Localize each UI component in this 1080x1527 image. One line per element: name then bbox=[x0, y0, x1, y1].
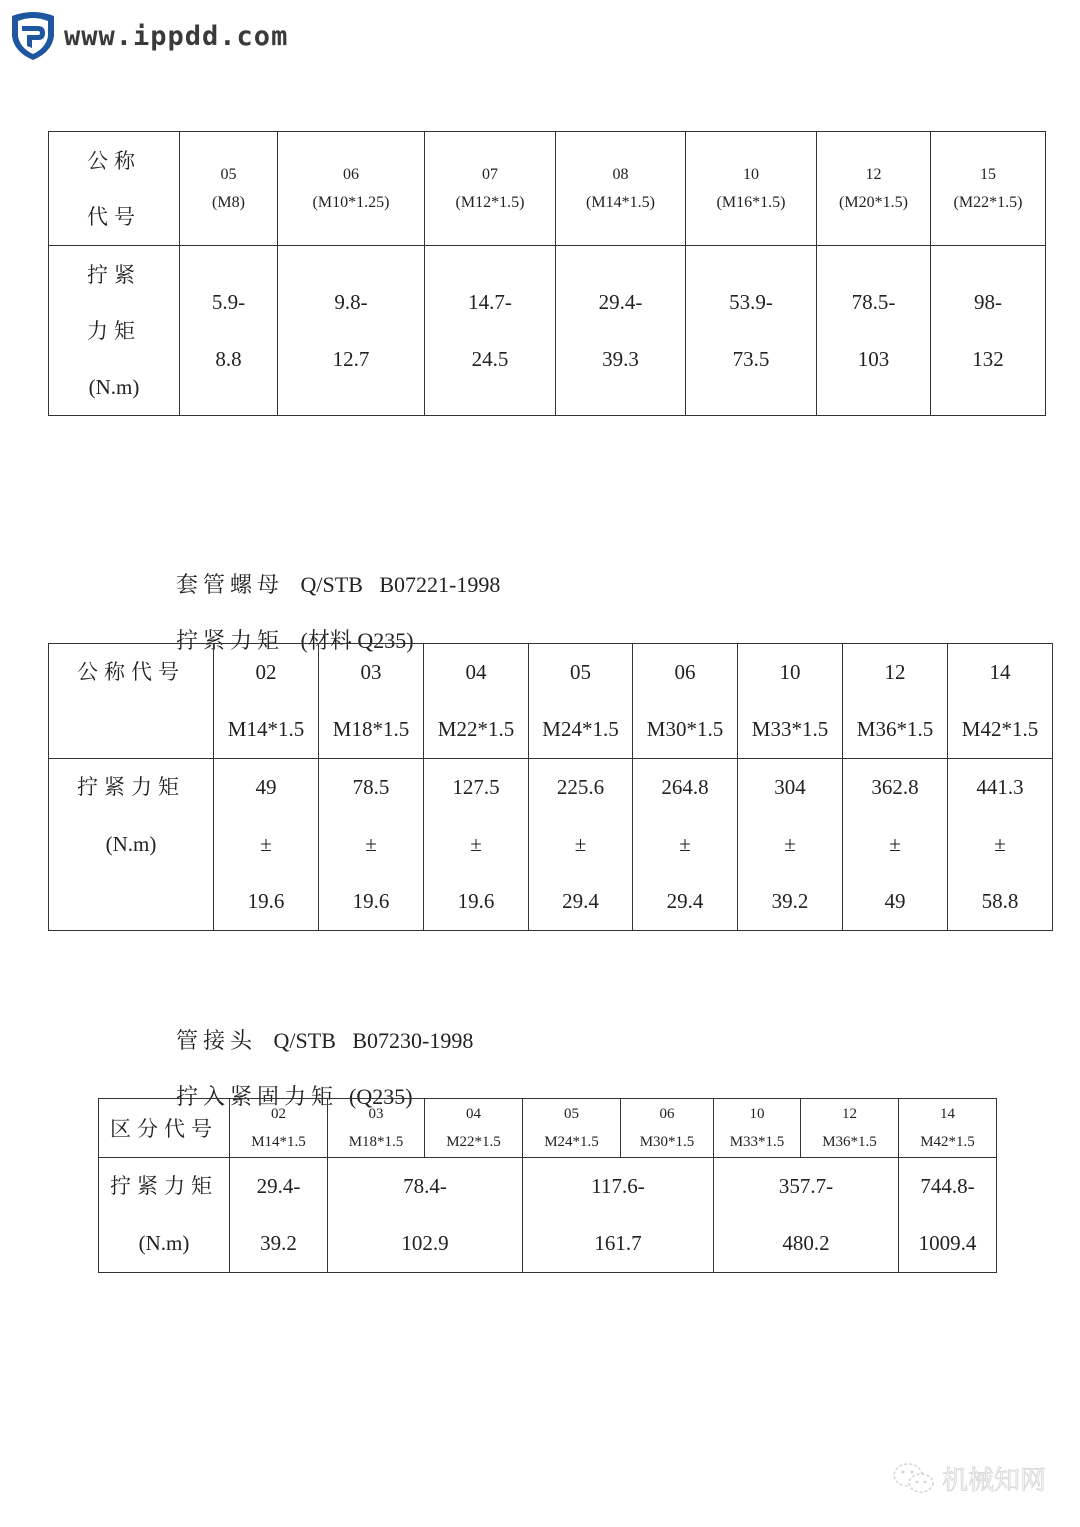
code-cell: 14 M42*1.5 bbox=[899, 1099, 997, 1158]
section3-title: 管接头 Q/STB B07230-1998 bbox=[176, 1028, 474, 1053]
header-text: 代号 bbox=[87, 204, 141, 229]
code-cell: 12 M36*1.5 bbox=[843, 644, 948, 759]
code-cell: 03 M18*1.5 bbox=[328, 1099, 425, 1158]
row-header-torque: 拧紧 力矩 (N.m) bbox=[49, 246, 180, 416]
shield-p-logo-icon bbox=[8, 10, 58, 62]
code-cell: 12 (M20*1.5) bbox=[817, 132, 931, 246]
torque-cell: 78.5- 103 bbox=[817, 246, 931, 416]
torque-cell: 264.8 ± 29.4 bbox=[633, 759, 738, 931]
code-cell: 05 (M8) bbox=[180, 132, 278, 246]
torque-cell: 127.5 ± 19.6 bbox=[424, 759, 529, 931]
site-url: www.ippdd.com bbox=[64, 20, 289, 52]
watermark bbox=[892, 1460, 1046, 1497]
section3-subtitle: 拧入紧固力矩 (Q235) bbox=[176, 1084, 413, 1109]
code-cell: 10 M33*1.5 bbox=[714, 1099, 801, 1158]
torque-cell: 98- 132 bbox=[931, 246, 1046, 416]
code-cell: 03 M18*1.5 bbox=[319, 644, 424, 759]
torque-cell: 78.4- 102.9 bbox=[328, 1158, 523, 1273]
header-text: 公称 bbox=[87, 148, 141, 173]
torque-cell: 49 ± 19.6 bbox=[214, 759, 319, 931]
torque-cell: 14.7- 24.5 bbox=[425, 246, 556, 416]
code-cell: 14 M42*1.5 bbox=[948, 644, 1053, 759]
torque-cell: 441.3 ± 58.8 bbox=[948, 759, 1053, 931]
torque-cell: 225.6 ± 29.4 bbox=[529, 759, 633, 931]
row-header-code: 区分代号 bbox=[99, 1099, 230, 1158]
torque-cell: 78.5 ± 19.6 bbox=[319, 759, 424, 931]
torque-cell: 29.4- 39.3 bbox=[556, 246, 686, 416]
torque-cell: 29.4- 39.2 bbox=[230, 1158, 328, 1273]
torque-table-3 bbox=[98, 1098, 997, 1273]
wechat-icon bbox=[892, 1461, 936, 1497]
code-cell: 15 (M22*1.5) bbox=[931, 132, 1046, 246]
row-header-nominal-code: 公称代号 bbox=[49, 644, 214, 759]
torque-cell: 9.8- 12.7 bbox=[278, 246, 425, 416]
code-cell: 10 (M16*1.5) bbox=[686, 132, 817, 246]
torque-cell: 362.8 ± 49 bbox=[843, 759, 948, 931]
code-cell: 04 M22*1.5 bbox=[425, 1099, 523, 1158]
code-cell: 06 M30*1.5 bbox=[633, 644, 738, 759]
section2-subtitle: 拧紧力矩 (材料 Q235) bbox=[176, 628, 414, 653]
code-cell: 02 M14*1.5 bbox=[214, 644, 319, 759]
code-cell: 05 M24*1.5 bbox=[529, 644, 633, 759]
torque-cell: 357.7- 480.2 bbox=[714, 1158, 899, 1273]
torque-cell: 744.8- 1009.4 bbox=[899, 1158, 997, 1273]
torque-cell: 117.6- 161.7 bbox=[523, 1158, 714, 1273]
section2-title: 套管螺母 Q/STB B07221-1998 bbox=[176, 572, 501, 597]
code-cell: 12 M36*1.5 bbox=[801, 1099, 899, 1158]
torque-table-1 bbox=[48, 131, 1046, 416]
code-cell: 10 M33*1.5 bbox=[738, 644, 843, 759]
code-cell: 06 (M10*1.25) bbox=[278, 132, 425, 246]
torque-cell: 53.9- 73.5 bbox=[686, 246, 817, 416]
code-cell: 05 M24*1.5 bbox=[523, 1099, 621, 1158]
code-cell: 08 (M14*1.5) bbox=[556, 132, 686, 246]
torque-cell: 304 ± 39.2 bbox=[738, 759, 843, 931]
row-header-torque: 拧紧力矩 (N.m) bbox=[99, 1158, 230, 1273]
code-cell: 07 (M12*1.5) bbox=[425, 132, 556, 246]
code-cell: 02 M14*1.5 bbox=[230, 1099, 328, 1158]
row-header-torque: 拧紧力矩 (N.m) bbox=[49, 759, 214, 931]
site-logo bbox=[8, 10, 288, 62]
code-cell: 04 M22*1.5 bbox=[424, 644, 529, 759]
watermark-text: 机械知网 bbox=[942, 1466, 1047, 1496]
torque-table-2 bbox=[48, 643, 1053, 931]
code-cell: 06 M30*1.5 bbox=[621, 1099, 714, 1158]
torque-cell: 5.9- 8.8 bbox=[180, 246, 278, 416]
row-header-nominal-code bbox=[49, 132, 180, 246]
